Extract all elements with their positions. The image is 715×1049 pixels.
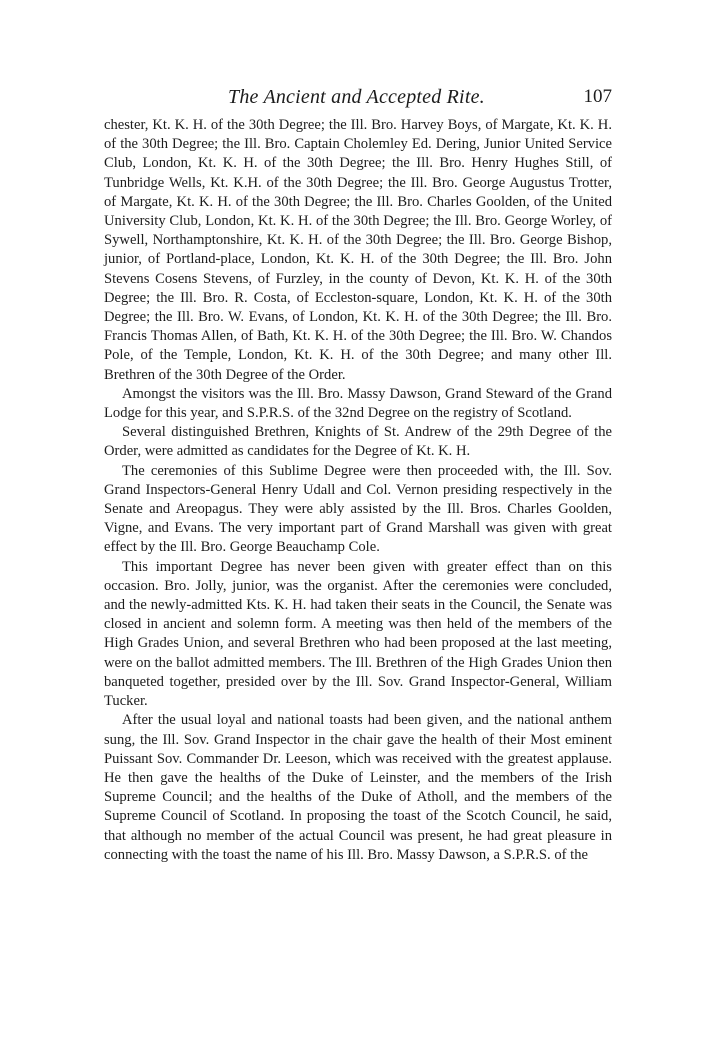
page-number: 107	[583, 86, 612, 107]
paragraph-toasts: After the usual loyal and national toasts had been given, and the national anthem sung, the Ill. Sov. Grand Inspector in the chair gave the health of their Most eminent Puissant Sov. Commander Dr. Leeson, which was received with the greatest applause. He then gave the healths of the Duke of Leinster, and the members of the Irish Supreme Council; and the healths of the Duke of Atholl, and the members of the Supreme Council of Scotland. In proposing the toast of the Scotch Council, he said, that although no member of the actual Council was present, he had great pleasure in connecting with the toast the name of his Ill. Bro. Massy Dawson, a S.P.R.S. of the	[104, 712, 612, 863]
body-text	[104, 116, 612, 865]
paragraph-candidates: Several distinguished Brethren, Knights of St. Andrew of the 29th Degree of the Order, were admitted as candidates for the Degree of Kt. K. H.	[104, 424, 612, 460]
running-title: The Ancient and Accepted Rite.	[228, 86, 485, 108]
paragraph-visitors: Amongst the visitors was the Ill. Bro. Massy Dawson, Grand Steward of the Grand Lodge for this year, and S.P.R.S. of the 32nd Degree on the registry of Scotland.	[104, 385, 612, 422]
paragraph-continuation: chester, Kt. K. H. of the 30th Degree; the Ill. Bro. Harvey Boys, of Margate, Kt. K. H. of the 30th Degree; the Ill. Bro. Captain Cholemley Ed. Dering, Junior United Service Club, London, Kt. K. H. of the 30th Degree; the Ill. Bro. Henry Hughes Still, of Tunbridge Wells, Kt. K.H. of the 30th Degree; the Ill. Bro. George Augustus Trotter, of Margate, Kt. K. H. of the 30th Degree; the Ill. Bro. Charles Goolden, of the United University Club, London, Kt. K. H. of the 30th Degree; the Ill. Bro. George Worley, of Sywell, Northamptonshire, Kt. K. H. of the 30th Degree; the Ill. Bro. George Bishop, junior, of Portland-place, London, Kt. K. H. of the 30th Degree; the Ill. Bro. John Stevens Cosens Stevens, of Furzley, in the county of Devon, Kt. K. H. of the 30th Degree; the Ill. Bro. R. Costa, of Eccleston-square, London, Kt. K. H. of the 30th Degree; the Ill. Bro. W. Evans, of London, Kt. K. H. of the 30th Degree; the Ill. Bro. Francis Thomas Allen, of Bath, Kt. K. H. of the 30th Degree; the Ill. Bro. W. Chandos Pole, of the Temple, London, Kt. K. H. of the 30th Degree; and many other Ill. Brethren of the 30th Degree of the Order.	[104, 117, 612, 383]
paragraph-important-degree: This important Degree has never been given with greater effect than on this occasion. Bro. Jolly, junior, was the organist. After the ceremonies were concluded, and the newly-admitted Kts. K. H. had taken their seats in the Council, the Senate was closed in ancient and solemn form. A meeting was then held of the members of the High Grades Union, and several Brethren who had been proposed at the last meeting, were on the ballot admitted members. The Ill. Brethren of the High Grades Union then banqueted together, presided over by the Ill. Sov. Grand Inspector-General, William Tucker.	[104, 558, 612, 710]
running-head	[104, 86, 612, 116]
paragraph-ceremonies: The ceremonies of this Sublime Degree were then proceeded with, the Ill. Sov. Grand Inspectors-General Henry Udall and Col. Vernon presiding respectively in the Senate and Areopagus. They were ably assisted by the Ill. Bros. Charles Goolden, Vigne, and Evans. The very important part of Grand Marshall was given with great effect by the Ill. Bro. George Beauchamp Cole.	[104, 462, 612, 556]
book-page	[104, 86, 612, 865]
